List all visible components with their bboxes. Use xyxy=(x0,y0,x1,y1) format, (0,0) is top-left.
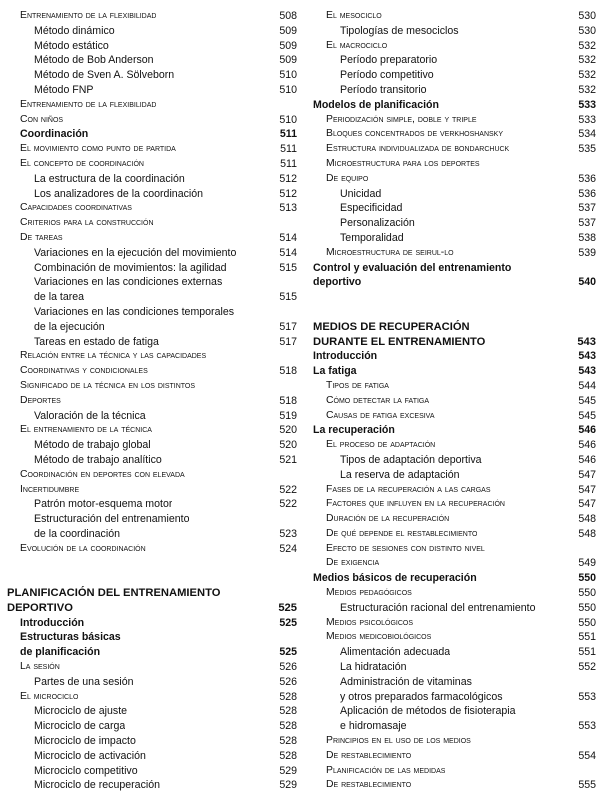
toc-entry-title: Medios pedagógicos xyxy=(326,587,412,599)
toc-entry-title: de la tarea xyxy=(34,291,85,304)
toc-entry xyxy=(7,349,297,364)
toc-entry-page: 548 xyxy=(578,513,596,526)
toc-entry-title: Incertidumbre xyxy=(20,483,80,495)
toc-entry-page: 528 xyxy=(279,720,297,733)
toc-entry xyxy=(7,497,297,512)
toc-entry xyxy=(7,542,297,557)
toc-entry xyxy=(313,98,596,113)
toc-entry xyxy=(313,483,596,498)
toc-entry-title: Modelos de planificación xyxy=(313,98,439,111)
toc-entry xyxy=(7,142,297,157)
toc-entry-page: 512 xyxy=(279,187,297,200)
toc-entry-page: 509 xyxy=(279,39,297,52)
toc-entry xyxy=(7,335,297,350)
toc-entry xyxy=(7,113,297,128)
toc-entry-title: Fases de la recuperación a las cargas xyxy=(326,483,491,495)
toc-entry-page: 537 xyxy=(578,202,596,215)
toc-entry xyxy=(7,275,297,290)
toc-entry xyxy=(7,83,297,98)
toc-entry-title: Administración de vitaminas xyxy=(340,675,472,688)
toc-entry-page: 520 xyxy=(279,424,297,437)
toc-entry-title: Introducción xyxy=(20,616,85,629)
toc-entry-title: Variaciones en las condiciones externas xyxy=(34,276,223,289)
toc-entry xyxy=(7,734,297,749)
toc-entry xyxy=(7,216,297,231)
toc-entry-page: 533 xyxy=(578,98,596,111)
toc-entry-title: Método FNP xyxy=(34,83,94,96)
toc-entry-page: 553 xyxy=(578,690,596,703)
toc-entry-page: 517 xyxy=(279,320,297,333)
toc-entry-page: 520 xyxy=(279,439,297,452)
toc-entry-page: 540 xyxy=(578,276,596,289)
toc-entry xyxy=(313,556,596,571)
toc-entry-title: El concepto de coordinación xyxy=(20,157,144,169)
toc-entry-page: 511 xyxy=(279,128,297,141)
toc-entry-title: Relación entre la técnica y las capacidades xyxy=(20,350,207,362)
toc-entry-page: 550 xyxy=(578,601,596,614)
toc-entry-title: Control y evaluación del entrenamiento xyxy=(313,261,512,274)
toc-entry xyxy=(7,127,297,142)
toc-entry-page: 510 xyxy=(279,113,297,126)
toc-entry-page: 509 xyxy=(279,24,297,37)
toc-entry xyxy=(313,512,596,527)
toc-entry-title: De restablecimiento xyxy=(326,749,412,761)
toc-entry-title: Los analizadores de la coordinación xyxy=(34,187,204,200)
toc-entry xyxy=(313,690,596,705)
toc-entry xyxy=(7,483,297,498)
toc-entry-page: 526 xyxy=(279,661,297,674)
toc-entry-title: La hidratación xyxy=(340,661,407,674)
toc-entry xyxy=(7,749,297,764)
toc-entry xyxy=(7,453,297,468)
toc-entry-title: De exigencia xyxy=(326,557,380,569)
toc-entry-page: 513 xyxy=(279,202,297,215)
toc-entry-page: 522 xyxy=(279,498,297,511)
toc-entry-page: 535 xyxy=(578,143,596,156)
toc-entry-title: Coordinativas y condicionales xyxy=(20,365,148,377)
toc-entry xyxy=(313,468,596,483)
toc-entry-page: 543 xyxy=(577,335,596,348)
toc-entry xyxy=(313,704,596,719)
toc-entry-title: de la ejecución xyxy=(34,320,105,333)
toc-entry-page: 555 xyxy=(578,779,596,792)
toc-column-right xyxy=(313,9,596,793)
toc-entry-page: 525 xyxy=(279,646,297,659)
toc-entry-title: Variaciones en las condiciones temporales xyxy=(34,305,235,318)
toc-entry xyxy=(7,438,297,453)
toc-entry xyxy=(313,53,596,68)
toc-entry-page: 509 xyxy=(279,54,297,67)
toc-entry-page: 514 xyxy=(279,231,297,244)
toc-entry xyxy=(7,379,297,394)
toc-entry xyxy=(7,172,297,187)
toc-entry-title: Estructura individualizada de bondarchuck xyxy=(326,143,510,155)
toc-entry xyxy=(313,83,596,98)
toc-entry xyxy=(313,749,596,764)
toc-entry-page: 518 xyxy=(279,365,297,378)
toc-entry-page: 528 xyxy=(279,690,297,703)
toc-entry-page: 528 xyxy=(279,735,297,748)
toc-entry xyxy=(7,690,297,705)
toc-entry xyxy=(313,453,596,468)
toc-entry xyxy=(313,349,596,364)
toc-entry xyxy=(7,660,297,675)
toc-entry xyxy=(313,157,596,172)
toc-entry-title: Microciclo de carga xyxy=(34,720,126,733)
toc-entry-title: Planificación de las medidas xyxy=(326,764,446,776)
toc-entry-title: Capacidades coordinativas xyxy=(20,202,132,214)
toc-entry xyxy=(7,468,297,483)
toc-entry-page: 538 xyxy=(578,231,596,244)
toc-entry xyxy=(7,201,297,216)
toc-entry-title: Unicidad xyxy=(340,187,382,200)
toc-entry-page: 553 xyxy=(578,720,596,733)
toc-entry-title: El macrociclo xyxy=(326,39,388,51)
toc-entry xyxy=(7,764,297,779)
toc-entry xyxy=(7,231,297,246)
toc-entry xyxy=(313,601,596,616)
toc-entry-title: Medios básicos de recuperación xyxy=(313,572,477,585)
toc-entry xyxy=(313,216,596,231)
toc-entry-page: 511 xyxy=(280,143,297,156)
toc-entry xyxy=(313,231,596,246)
toc-entry xyxy=(313,571,596,586)
toc-entry xyxy=(313,335,596,350)
toc-entry-title: PLANIFICACIÓN DEL ENTRENAMIENTO xyxy=(7,587,221,600)
toc-entry-title: Tareas en estado de fatiga xyxy=(34,335,159,348)
toc-entry-page: 551 xyxy=(578,646,596,659)
toc-entry xyxy=(7,305,297,320)
toc-entry xyxy=(313,364,596,379)
toc-entry-page: 528 xyxy=(279,749,297,762)
toc-entry-page: 550 xyxy=(578,572,596,585)
toc-entry xyxy=(313,394,596,409)
toc-entry-title: Período transitorio xyxy=(340,83,427,96)
toc-entry xyxy=(7,719,297,734)
toc-entry xyxy=(313,719,596,734)
toc-entry xyxy=(313,39,596,54)
toc-entry-title: Combinación de movimientos: la agilidad xyxy=(34,261,227,274)
toc-entry-title: Variaciones en la ejecución del movimiento xyxy=(34,246,237,259)
toc-entry-title: Con niños xyxy=(20,113,64,125)
toc-entry xyxy=(7,778,297,793)
toc-entry-page: 547 xyxy=(578,498,596,511)
toc-entry-title: Medios psicológicos xyxy=(326,616,414,628)
toc-entry-title: Factores que influyen en la recuperación xyxy=(326,498,505,510)
toc-entry-title: Microciclo de activación xyxy=(34,749,146,762)
toc-entry-page: 546 xyxy=(578,453,596,466)
toc-entry xyxy=(7,261,297,276)
toc-entry-title: Entrenamiento de la flexibilidad xyxy=(20,10,157,21)
toc-entry xyxy=(313,542,596,557)
toc-entry xyxy=(7,423,297,438)
toc-entry-title: Método de trabajo analítico xyxy=(34,453,162,466)
toc-entry xyxy=(313,379,596,394)
toc-entry-title: Método de Bob Anderson xyxy=(34,54,154,67)
toc-entry xyxy=(313,261,596,276)
toc-entry-title: Periodización simple, doble y triple xyxy=(326,113,477,125)
toc-entry xyxy=(7,53,297,68)
toc-entry-title: Evolución de la coordinación xyxy=(20,542,146,554)
toc-entry-title: Criterios para la construcción xyxy=(20,217,154,229)
toc-entry-page: 530 xyxy=(578,10,596,22)
toc-entry xyxy=(313,172,596,187)
toc-entry-title: e hidromasaje xyxy=(340,720,407,733)
toc-entry-title: La fatiga xyxy=(313,365,357,378)
toc-entry-title: El microciclo xyxy=(20,690,79,702)
toc-entry-title: Microestructura para los deportes xyxy=(326,157,480,169)
toc-entry-title: Método estático xyxy=(34,39,109,52)
toc-entry-page: 548 xyxy=(578,527,596,540)
toc-entry-page: 554 xyxy=(578,749,596,762)
toc-entry-page: 547 xyxy=(578,483,596,496)
toc-entry-title: Efecto de sesiones con distinto nivel xyxy=(326,542,485,554)
toc-entry-title: de la coordinación xyxy=(34,527,120,540)
toc-entry xyxy=(313,778,596,793)
toc-entry-title: Coordinación en deportes con elevada xyxy=(20,468,185,480)
toc-entry-title: El movimiento como punto de partida xyxy=(20,143,176,155)
toc-entry xyxy=(313,438,596,453)
toc-entry-title: deportivo xyxy=(313,276,362,289)
toc-entry-title: Personalización xyxy=(340,217,415,230)
toc-entry-title: De qué depende el restablecimiento xyxy=(326,527,478,539)
toc-entry xyxy=(7,68,297,83)
toc-entry-page: 525 xyxy=(279,616,297,629)
toc-entry-title: La reserva de adaptación xyxy=(340,468,460,481)
toc-entry xyxy=(7,364,297,379)
toc-entry-page: 536 xyxy=(578,187,596,200)
toc-entry-title: La estructura de la coordinación xyxy=(34,172,185,185)
toc-entry-title: Partes de una sesión xyxy=(34,675,134,688)
toc-entry-page: 526 xyxy=(279,675,297,688)
toc-entry-page: 512 xyxy=(279,172,297,185)
toc-entry-title: Estructuración del entrenamiento xyxy=(34,513,190,526)
toc-entry-title: Valoración de la técnica xyxy=(34,409,146,422)
toc-entry-page: 551 xyxy=(578,631,596,644)
toc-entry xyxy=(313,187,596,202)
toc-entry xyxy=(313,660,596,675)
toc-entry-page: 539 xyxy=(578,246,596,259)
toc-entry-title: Método de trabajo global xyxy=(34,439,151,452)
toc-entry-title: Tipos de fatiga xyxy=(326,379,389,391)
toc-entry-page: 550 xyxy=(578,616,596,629)
toc-entry xyxy=(313,645,596,660)
toc-entry-title: De tareas xyxy=(20,231,63,243)
toc-entry xyxy=(313,24,596,39)
toc-entry xyxy=(313,127,596,142)
toc-entry-page: 518 xyxy=(279,394,297,407)
toc-entry-title: La recuperación xyxy=(313,424,395,437)
toc-entry-title: Patrón motor-esquema motor xyxy=(34,498,173,511)
toc-entry-page: 522 xyxy=(279,483,297,496)
toc-entry-page: 546 xyxy=(578,424,596,437)
toc-entry-title: El proceso de adaptación xyxy=(326,439,436,451)
toc-entry-page: 543 xyxy=(578,365,596,378)
toc-entry xyxy=(7,9,297,24)
toc-entry-title: Período preparatorio xyxy=(340,54,438,67)
toc-entry xyxy=(7,527,297,542)
toc-entry-title: Medios medicobiológicos xyxy=(326,631,432,643)
toc-entry-title: Microestructura de seirul-lo xyxy=(326,246,454,258)
toc-entry xyxy=(7,616,297,631)
toc-entry-page: 529 xyxy=(279,779,297,792)
toc-entry-title: Período competitivo xyxy=(340,69,434,82)
toc-entry xyxy=(313,201,596,216)
toc-entry-page: 519 xyxy=(279,409,297,422)
toc-entry-title: DEPORTIVO xyxy=(7,601,73,614)
toc-entry-page: 514 xyxy=(279,246,297,259)
toc-entry xyxy=(7,187,297,202)
toc-entry xyxy=(7,98,297,113)
toc-entry xyxy=(313,734,596,749)
toc-entry-page: 525 xyxy=(278,601,297,614)
toc-entry-title: Deportes xyxy=(20,394,61,406)
toc-entry xyxy=(313,275,596,290)
toc-entry xyxy=(313,9,596,24)
toc-spacer xyxy=(7,571,297,586)
toc-entry xyxy=(313,497,596,512)
toc-entry-title: El entrenamiento de la técnica xyxy=(20,424,152,436)
toc-entry-page: 529 xyxy=(279,764,297,777)
toc-entry-page: 543 xyxy=(578,350,596,363)
toc-entry-title: La sesión xyxy=(20,661,60,673)
toc-entry xyxy=(313,320,596,335)
toc-entry-page: 508 xyxy=(279,10,297,22)
toc-spacer xyxy=(313,305,596,320)
toc-entry xyxy=(7,409,297,424)
toc-entry-title: Alimentación adecuada xyxy=(340,646,451,659)
toc-entry xyxy=(7,645,297,660)
toc-entry-page: 545 xyxy=(578,409,596,422)
toc-entry xyxy=(313,616,596,631)
toc-entry-page: 524 xyxy=(279,542,297,555)
toc-entry-page: 532 xyxy=(578,54,596,67)
toc-entry-title: DURANTE EL ENTRENAMIENTO xyxy=(313,335,486,348)
toc-entry-title: Método dinámico xyxy=(34,24,115,37)
toc-entry-title: Introducción xyxy=(313,350,378,363)
toc-entry-page: 532 xyxy=(578,83,596,96)
toc-entry xyxy=(7,601,297,616)
toc-entry-title: Microciclo de ajuste xyxy=(34,705,128,718)
toc-entry-title: El mesociclo xyxy=(326,10,382,21)
toc-entry-page: 510 xyxy=(279,83,297,96)
toc-entry-page: 515 xyxy=(279,261,297,274)
toc-entry xyxy=(7,157,297,172)
toc-entry-title: Microciclo de impacto xyxy=(34,735,136,748)
toc-entry-title: Duración de la recuperación xyxy=(326,513,450,525)
toc-entry xyxy=(7,704,297,719)
toc-entry-page: 550 xyxy=(578,587,596,600)
toc-entry-title: Tipos de adaptación deportiva xyxy=(340,453,482,466)
toc-entry-page: 544 xyxy=(578,379,596,392)
toc-entry-page: 523 xyxy=(279,527,297,540)
toc-entry-page: 530 xyxy=(578,24,596,37)
toc-spacer xyxy=(313,290,596,305)
toc-entry-page: 536 xyxy=(578,172,596,185)
toc-entry-page: 515 xyxy=(279,291,297,304)
toc-entry xyxy=(313,675,596,690)
toc-entry xyxy=(7,675,297,690)
toc-entry-title: Método de Sven A. Sölveborn xyxy=(34,69,175,82)
toc-entry xyxy=(313,68,596,83)
toc-entry-page: 510 xyxy=(279,69,297,82)
toc-entry-title: Aplicación de métodos de fisioterapia xyxy=(340,705,516,718)
toc-entry-page: 533 xyxy=(578,113,596,126)
toc-entry xyxy=(313,527,596,542)
toc-entry xyxy=(7,586,297,601)
toc-entry xyxy=(7,394,297,409)
toc-entry xyxy=(7,290,297,305)
toc-entry xyxy=(313,586,596,601)
toc-entry xyxy=(7,39,297,54)
toc-entry xyxy=(313,142,596,157)
toc-entry-title: Cómo detectar la fatiga xyxy=(326,394,430,406)
toc-entry-title: Entrenamiento de la flexibilidad xyxy=(20,98,157,110)
toc-entry xyxy=(313,423,596,438)
toc-entry xyxy=(313,764,596,779)
toc-entry-title: De equipo xyxy=(326,172,369,184)
toc-entry xyxy=(313,113,596,128)
toc-entry-page: 537 xyxy=(578,217,596,230)
toc-entry xyxy=(7,24,297,39)
toc-entry-title: Coordinación xyxy=(20,128,89,141)
toc-entry-page: 549 xyxy=(578,557,596,570)
toc-entry xyxy=(7,630,297,645)
toc-entry xyxy=(7,320,297,335)
toc-entry-title: y otros preparados farmacológicos xyxy=(340,690,503,703)
toc-entry xyxy=(7,512,297,527)
toc-entry-title: Microciclo de recuperación xyxy=(34,779,161,792)
toc-entry-page: 552 xyxy=(578,661,596,674)
toc-spacer xyxy=(7,556,297,571)
toc-entry xyxy=(313,630,596,645)
toc-entry-title: Causas de fatiga excesiva xyxy=(326,409,435,421)
toc-entry-page: 528 xyxy=(279,705,297,718)
toc-entry-page: 534 xyxy=(578,128,596,141)
toc-entry-page: 532 xyxy=(578,39,596,52)
toc-entry-title: De restablecimiento xyxy=(326,779,412,791)
toc-entry-title: MEDIOS DE RECUPERACIÓN xyxy=(313,320,470,333)
toc-entry-page: 511 xyxy=(280,157,297,170)
toc-entry-page: 521 xyxy=(279,453,297,466)
toc-entry-title: Estructuras básicas xyxy=(20,631,121,644)
toc-column-left xyxy=(7,9,297,793)
toc-entry xyxy=(313,409,596,424)
toc-entry-title: Especificidad xyxy=(340,202,403,215)
toc-entry xyxy=(7,246,297,261)
toc-entry-page: 545 xyxy=(578,394,596,407)
toc-entry-title: de planificación xyxy=(20,646,101,659)
toc-entry-title: Estructuración racional del entrenamiento xyxy=(340,601,536,614)
toc-entry-title: Significado de la técnica en los distintos xyxy=(20,379,196,391)
toc-entry-page: 532 xyxy=(578,69,596,82)
toc-entry-title: Microciclo competitivo xyxy=(34,764,138,777)
toc-entry-page: 546 xyxy=(578,439,596,452)
toc-entry-page: 517 xyxy=(279,335,297,348)
toc-entry xyxy=(313,246,596,261)
toc-entry-title: Tipologías de mesociclos xyxy=(340,24,459,37)
toc-entry-title: Principios en el uso de los medios xyxy=(326,735,471,747)
toc-entry-page: 547 xyxy=(578,468,596,481)
toc-entry-title: Temporalidad xyxy=(340,231,404,244)
toc-entry-title: Bloques concentrados de verkhoshansky xyxy=(326,128,504,140)
